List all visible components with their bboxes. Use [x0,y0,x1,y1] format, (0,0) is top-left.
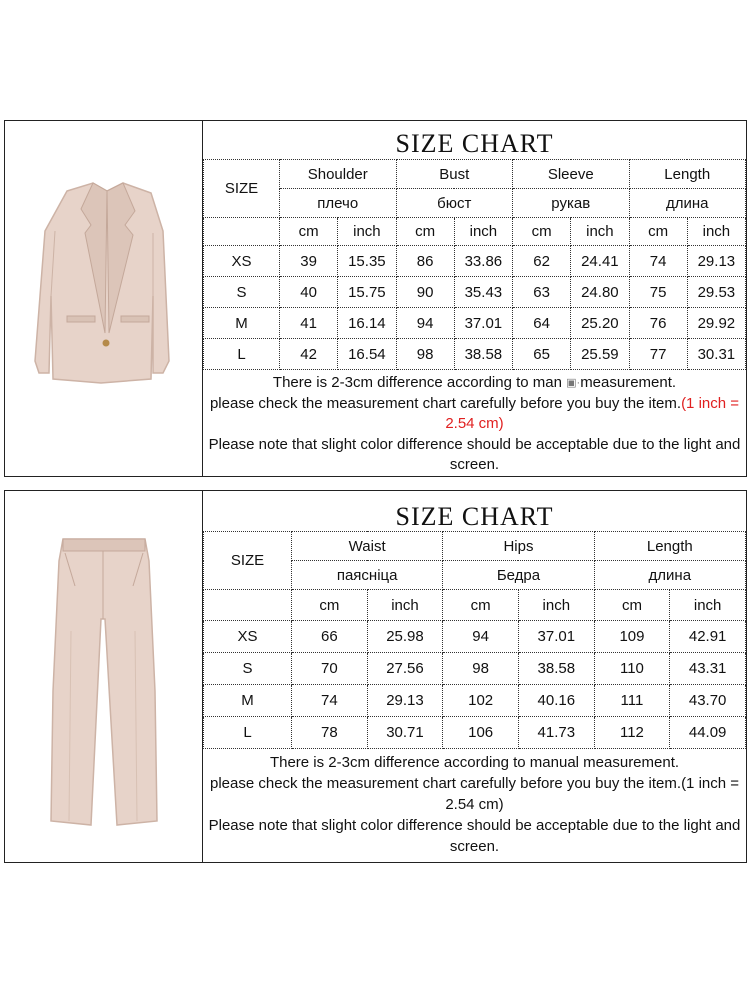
size-cell: XS [204,621,292,653]
value-cell: 25.20 [571,308,629,339]
size-cell: M [204,685,292,717]
value-cell: 29.13 [367,685,443,717]
value-cell: 15.35 [338,246,396,277]
value-cell: 102 [443,685,519,717]
size-cell: S [204,653,292,685]
value-cell: 98 [396,339,454,370]
value-cell: 29.13 [687,246,745,277]
value-cell: 109 [594,621,670,653]
value-cell: 41.73 [518,717,594,749]
size-header: SIZE [204,160,280,218]
value-cell: 112 [594,717,670,749]
table-row [204,717,746,749]
note-check-chart [203,394,746,435]
value-cell: 65 [513,339,571,370]
value-cell: 30.71 [367,717,443,749]
value-cell: 24.41 [571,246,629,277]
chart-title: SIZE CHART [395,502,554,531]
unit-label: inch [518,590,594,621]
note-text: measurement. [580,374,677,392]
value-cell: 38.58 [454,339,512,370]
column-header: Waist [292,532,443,561]
note-text: please check the measurement chart carefully before you buy the item. [209,394,682,412]
value-cell: 42.91 [670,621,746,653]
value-cell: 74 [629,246,687,277]
blazer-image [5,121,203,476]
unit-label: cm [443,590,519,621]
value-cell: 39 [280,246,338,277]
note-text: There is 2-3cm difference according to man [272,374,562,392]
value-cell: 110 [594,653,670,685]
blazer-size-panel [4,120,747,477]
note-difference [203,373,746,394]
table-row [204,339,746,370]
table-row [204,246,746,277]
unit-label: inch [571,218,629,246]
trousers-image [5,491,203,862]
note-color: Please note that slight color difference should be acceptable due to the light and screen. [208,435,741,474]
value-cell: 64 [513,308,571,339]
value-cell: 94 [396,308,454,339]
value-cell: 111 [594,685,670,717]
column-header: Hips [443,532,594,561]
value-cell: 16.14 [338,308,396,339]
column-header: Shoulder [280,160,397,189]
size-table [203,159,746,370]
column-header: Sleeve [513,160,630,189]
value-cell: 42 [280,339,338,370]
value-cell: 90 [396,277,454,308]
blazer-size-chart [203,121,746,476]
note-check-chart: please check the measurement chart carefully before you buy the item.(1 inch = 2.54 cm) [209,775,740,813]
unit-label: cm [629,218,687,246]
value-cell: 78 [292,717,368,749]
value-cell: 16.54 [338,339,396,370]
table-row [204,685,746,717]
value-cell: 86 [396,246,454,277]
unit-label: inch [367,590,443,621]
value-cell: 75 [629,277,687,308]
trousers-size-panel [4,490,747,863]
column-local-name: паясніца [292,561,443,590]
value-cell: 77 [629,339,687,370]
size-cell: L [204,717,292,749]
note-inch-conversion: (1 inch = 2.54 cm) [445,394,740,433]
value-cell: 74 [292,685,368,717]
table-row [204,653,746,685]
value-cell: 63 [513,277,571,308]
unit-label: inch [338,218,396,246]
column-header: Length [629,160,746,189]
value-cell: 44.09 [670,717,746,749]
value-cell: 25.98 [367,621,443,653]
size-cell: M [204,308,280,339]
value-cell: 35.43 [454,277,512,308]
size-cell: XS [204,246,280,277]
column-header: Bust [396,160,513,189]
table-row [204,308,746,339]
value-cell: 15.75 [338,277,396,308]
value-cell: 62 [513,246,571,277]
value-cell: 27.56 [367,653,443,685]
value-cell: 41 [280,308,338,339]
value-cell: 30.31 [687,339,745,370]
chart-title: SIZE CHART [395,129,554,158]
value-cell: 25.59 [571,339,629,370]
notes [203,749,746,857]
column-local-name: Бедра [443,561,594,590]
unit-label: cm [594,590,670,621]
value-cell: 29.92 [687,308,745,339]
value-cell: 37.01 [518,621,594,653]
column-local-name: длина [629,189,746,218]
unit-label: cm [292,590,368,621]
value-cell: 24.80 [571,277,629,308]
size-table [203,531,746,749]
column-local-name: длина [594,561,745,590]
unit-label: inch [670,590,746,621]
value-cell: 43.31 [670,653,746,685]
value-cell: 66 [292,621,368,653]
note-color: Please note that slight color difference should be acceptable due to the light and screen. [208,817,741,855]
column-local-name: бюст [396,189,513,218]
value-cell: 106 [443,717,519,749]
unit-label: cm [280,218,338,246]
column-local-name: плечо [280,189,397,218]
table-row [204,621,746,653]
table-row [204,277,746,308]
unit-label: inch [687,218,745,246]
value-cell: 37.01 [454,308,512,339]
unit-label: cm [513,218,571,246]
value-cell: 38.58 [518,653,594,685]
empty-cell [204,218,280,246]
value-cell: 40 [280,277,338,308]
size-cell: L [204,339,280,370]
note-difference: There is 2-3cm difference according to manual measurement. [269,754,680,771]
value-cell: 94 [443,621,519,653]
size-header: SIZE [204,532,292,590]
empty-cell [204,590,292,621]
image-placeholder-icon: ▣· [566,377,581,389]
unit-label: inch [454,218,512,246]
value-cell: 98 [443,653,519,685]
value-cell: 29.53 [687,277,745,308]
column-header: Length [594,532,745,561]
trousers-size-chart [203,491,746,862]
value-cell: 33.86 [454,246,512,277]
value-cell: 70 [292,653,368,685]
unit-label: cm [396,218,454,246]
value-cell: 76 [629,308,687,339]
size-cell: S [204,277,280,308]
notes [203,370,746,476]
value-cell: 43.70 [670,685,746,717]
value-cell: 40.16 [518,685,594,717]
column-local-name: рукав [513,189,630,218]
